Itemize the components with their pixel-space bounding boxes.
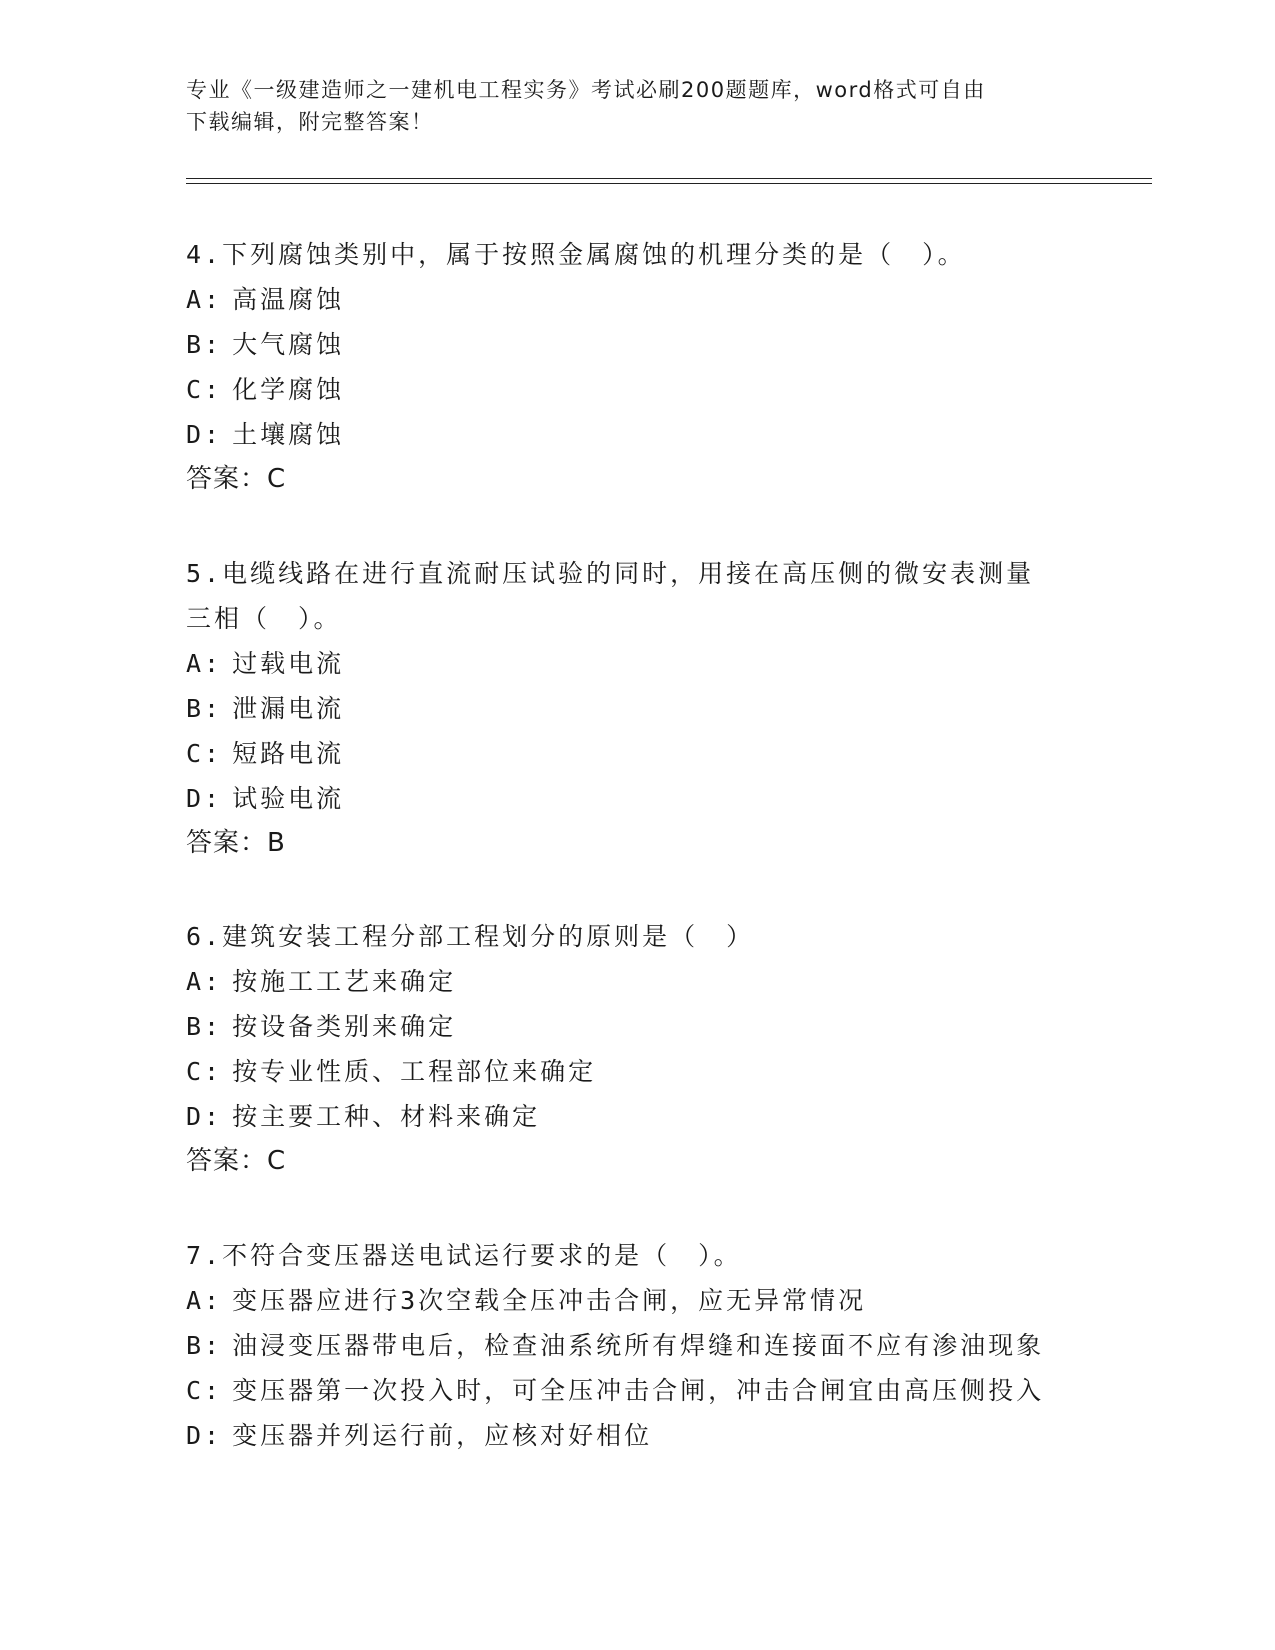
option-text: 试验电流: [232, 784, 345, 813]
question-stem: 5.电缆线路在进行直流耐压试验的同时，用接在高压侧的微安表测量: [186, 559, 1035, 588]
answer-line: 答案：B: [186, 828, 286, 858]
option-text: 变压器应进行3次空载全压冲击合闸，应无异常情况: [232, 1286, 867, 1315]
header-divider-bottom: [186, 183, 1152, 184]
option-letter: D:: [186, 784, 223, 813]
option-text: 油浸变压器带电后，检查油系统所有焊缝和连接面不应有渗油现象: [232, 1331, 1045, 1360]
option-c: [186, 731, 1086, 776]
option-text: 短路电流: [232, 739, 345, 768]
option-b: [186, 322, 1086, 367]
question-stem: 6.建筑安装工程分部工程划分的原则是（ ）: [186, 922, 755, 951]
option-c: [186, 367, 1086, 412]
option-letter: C:: [186, 1376, 223, 1405]
option-d: [186, 412, 1086, 457]
option-text: 变压器第一次投入时，可全压冲击合闸，冲击合闸宜由高压侧投入: [232, 1376, 1045, 1405]
option-b: [186, 1323, 1086, 1368]
question-stem-continued: 三相（ ）。: [186, 604, 342, 633]
option-text: 土壤腐蚀: [232, 420, 345, 449]
question-7: [186, 1233, 1086, 1458]
option-letter: D:: [186, 1102, 223, 1131]
option-letter: A:: [186, 649, 223, 678]
question-stem: 4.下列腐蚀类别中，属于按照金属腐蚀的机理分类的是（ ）。: [186, 240, 966, 269]
question-5: [186, 551, 1086, 866]
answer-line: 答案：C: [186, 464, 287, 494]
option-letter: B:: [186, 330, 223, 359]
option-d: [186, 1413, 1086, 1458]
option-letter: D:: [186, 420, 223, 449]
option-letter: C:: [186, 739, 223, 768]
option-b: [186, 1004, 1086, 1049]
option-letter: D:: [186, 1421, 223, 1450]
option-text: 化学腐蚀: [232, 375, 345, 404]
header-divider-top: [186, 178, 1152, 179]
option-a: [186, 641, 1086, 686]
question-4: [186, 232, 1086, 502]
option-letter: C:: [186, 1057, 223, 1086]
option-letter: B:: [186, 1012, 223, 1041]
question-6: [186, 914, 1086, 1184]
answer-line: 答案：C: [186, 1146, 287, 1176]
option-text: 按主要工种、材料来确定: [232, 1102, 541, 1131]
option-c: [186, 1368, 1086, 1413]
option-d: [186, 1094, 1086, 1139]
option-letter: A:: [186, 1286, 223, 1315]
option-d: [186, 776, 1086, 821]
option-a: [186, 1278, 1086, 1323]
option-text: 按施工工艺来确定: [232, 967, 457, 996]
option-text: 变压器并列运行前，应核对好相位: [232, 1421, 653, 1450]
option-text: 高温腐蚀: [232, 285, 345, 314]
option-letter: A:: [186, 967, 223, 996]
option-text: 大气腐蚀: [232, 330, 345, 359]
header-line-1: 专业《一级建造师之一建机电工程实务》考试必刷200题题库，word格式可自由: [186, 78, 986, 102]
option-b: [186, 686, 1086, 731]
document-header: [186, 74, 1066, 138]
option-letter: B:: [186, 1331, 223, 1360]
question-stem: 7.不符合变压器送电试运行要求的是（ ）。: [186, 1241, 742, 1270]
header-line-2: 下载编辑，附完整答案！: [186, 110, 434, 134]
option-letter: A:: [186, 285, 223, 314]
option-text: 按设备类别来确定: [232, 1012, 457, 1041]
option-c: [186, 1049, 1086, 1094]
option-text: 过载电流: [232, 649, 345, 678]
option-a: [186, 959, 1086, 1004]
option-text: 按专业性质、工程部位来确定: [232, 1057, 597, 1086]
option-letter: C:: [186, 375, 223, 404]
option-text: 泄漏电流: [232, 694, 345, 723]
option-a: [186, 277, 1086, 322]
option-letter: B:: [186, 694, 223, 723]
